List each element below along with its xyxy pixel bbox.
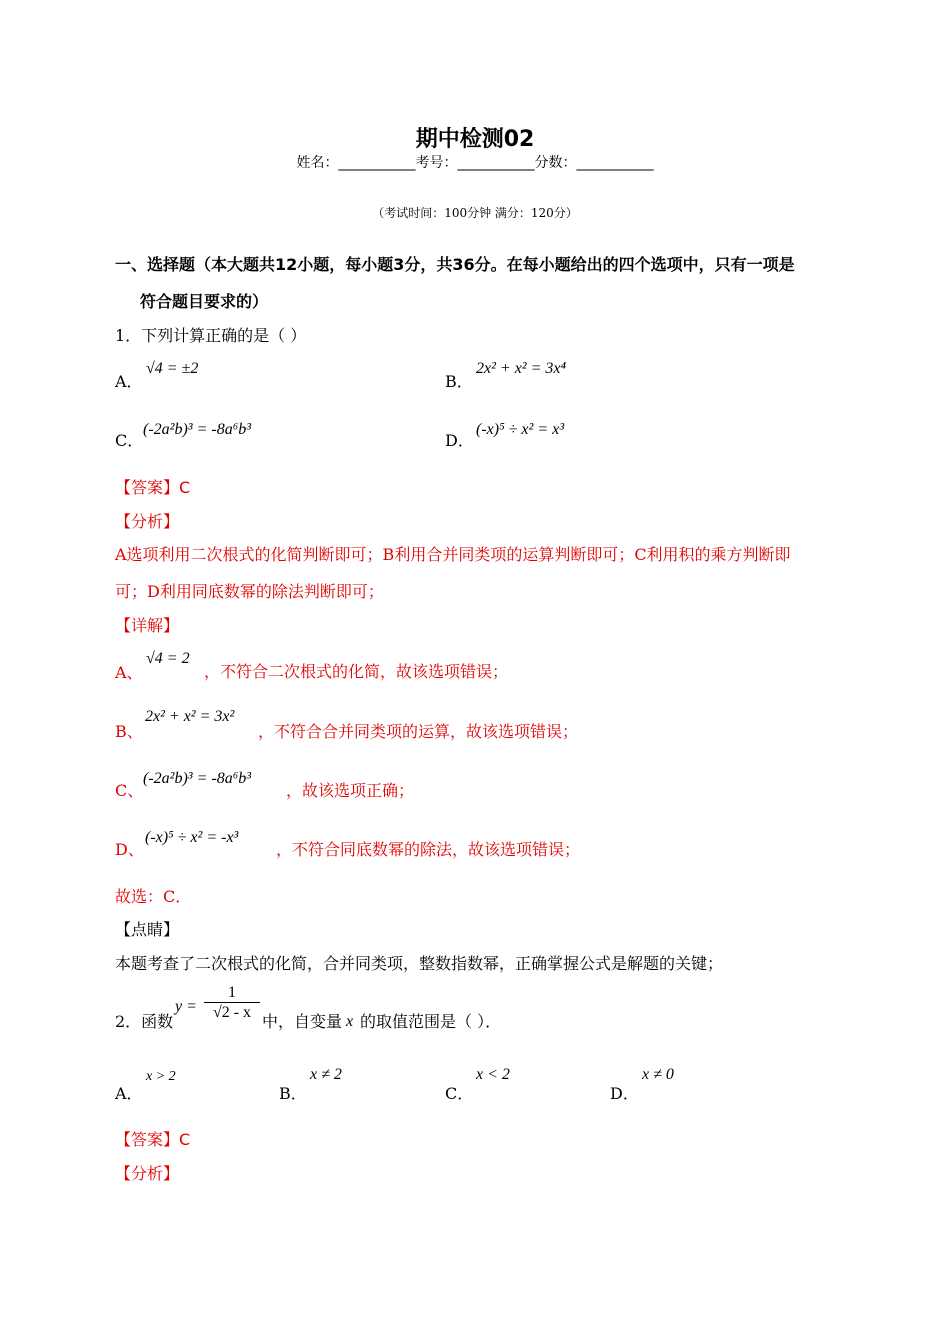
q1-choose: 故选：C． [115,887,192,906]
q1-option-c-label: C． [115,431,144,450]
q2-option-b-math: x ≠ 2 [310,1066,342,1083]
q1-detail-b-text: ，不符合合并同类项的运算，故该选项错误； [258,722,579,741]
q2-stem-mid: 中，自变量 [262,1012,343,1031]
q1-comment: 本题考查了二次根式的化简，合并同类项，整数指数幂，正确掌握公式是解题的关键； [115,954,724,973]
q2-option-d-label: D． [610,1084,639,1103]
q1-comment-tag: 【点睛】 [115,920,180,939]
q1-detail-c-math: (-2a²b)³ = -8a⁶b³ [143,770,252,787]
q1-option-a-label: A． [115,372,143,391]
q2-option-a-label: A． [115,1084,143,1103]
section-heading-line1: 一、选择题（本大题共12小题，每小题3分，共36分。在每小题给出的四个选项中，只有一项是 [115,255,795,274]
q1-option-d-math: (-x)⁵ ÷ x² = x³ [476,421,565,438]
q1-detail-tag: 【详解】 [115,616,180,635]
q1-detail-b-label: B、 [115,722,143,741]
q1-analysis-line2: 可；D利用同底数幂的除法判断即可； [115,582,384,601]
q2-option-a-math: x > 2 [146,1069,176,1084]
q1-detail-a-text: ，不符合二次根式的化简，故该选项错误； [204,662,509,681]
q1-stem: 1．下列计算正确的是（ ） [115,326,307,345]
q2-option-d-math: x ≠ 0 [642,1066,674,1083]
q2-stem-suffix: 的取值范围是（ ）． [360,1012,502,1031]
q1-detail-b-math: 2x² + x² = 3x² [145,708,235,725]
q2-fraction [204,984,260,1022]
q2-analysis-tag: 【分析】 [115,1164,180,1183]
page-title: 期中检测02 [415,127,535,152]
q2-stem-var: x [346,1013,354,1030]
q2-stem-prefix: 2．函数 [115,1012,174,1031]
section-heading-line2: 符合题目要求的） [140,292,269,311]
q1-option-c-math: (-2a²b)³ = -8a⁶b³ [143,421,252,438]
q1-option-d-label: D． [445,431,474,450]
q2-stem-lhs: y = [175,998,197,1015]
q1-answer: 【答案】C [115,478,191,497]
q1-analysis-line1: A选项利用二次根式的化简判断即可；B利用合并同类项的运算判断即可；C利用积的乘方判断即 [115,545,791,564]
q1-detail-d-label: D、 [115,840,144,859]
q1-analysis-tag: 【分析】 [115,512,180,531]
student-info-line: 姓名：___________考号：___________分数：___________ [296,155,654,171]
q2-option-c-math: x < 2 [476,1066,510,1083]
q2-fraction-denominator: √2 - x [204,1002,260,1022]
q2-option-c-label: C． [445,1084,474,1103]
q1-detail-c-text: ，故该选项正确； [286,781,415,800]
q1-detail-d-text: ，不符合同底数幂的除法，故该选项错误； [276,840,581,859]
q1-option-a-math: √4 = ±2 [146,360,199,377]
q1-detail-a-label: A、 [115,663,143,682]
q2-option-b-label: B． [279,1084,307,1103]
q1-detail-c-label: C、 [115,781,144,800]
q1-detail-d-math: (-x)⁵ ÷ x² = -x³ [145,829,239,846]
exam-meta: （考试时间：100分钟 满分：120分） [372,206,578,220]
q1-detail-a-math: √4 = 2 [146,650,190,667]
q1-option-b-label: B． [445,372,473,391]
q2-fraction-numerator: 1 [228,984,236,1001]
q2-answer: 【答案】C [115,1130,191,1149]
q1-option-b-math: 2x² + x² = 3x⁴ [476,360,567,377]
